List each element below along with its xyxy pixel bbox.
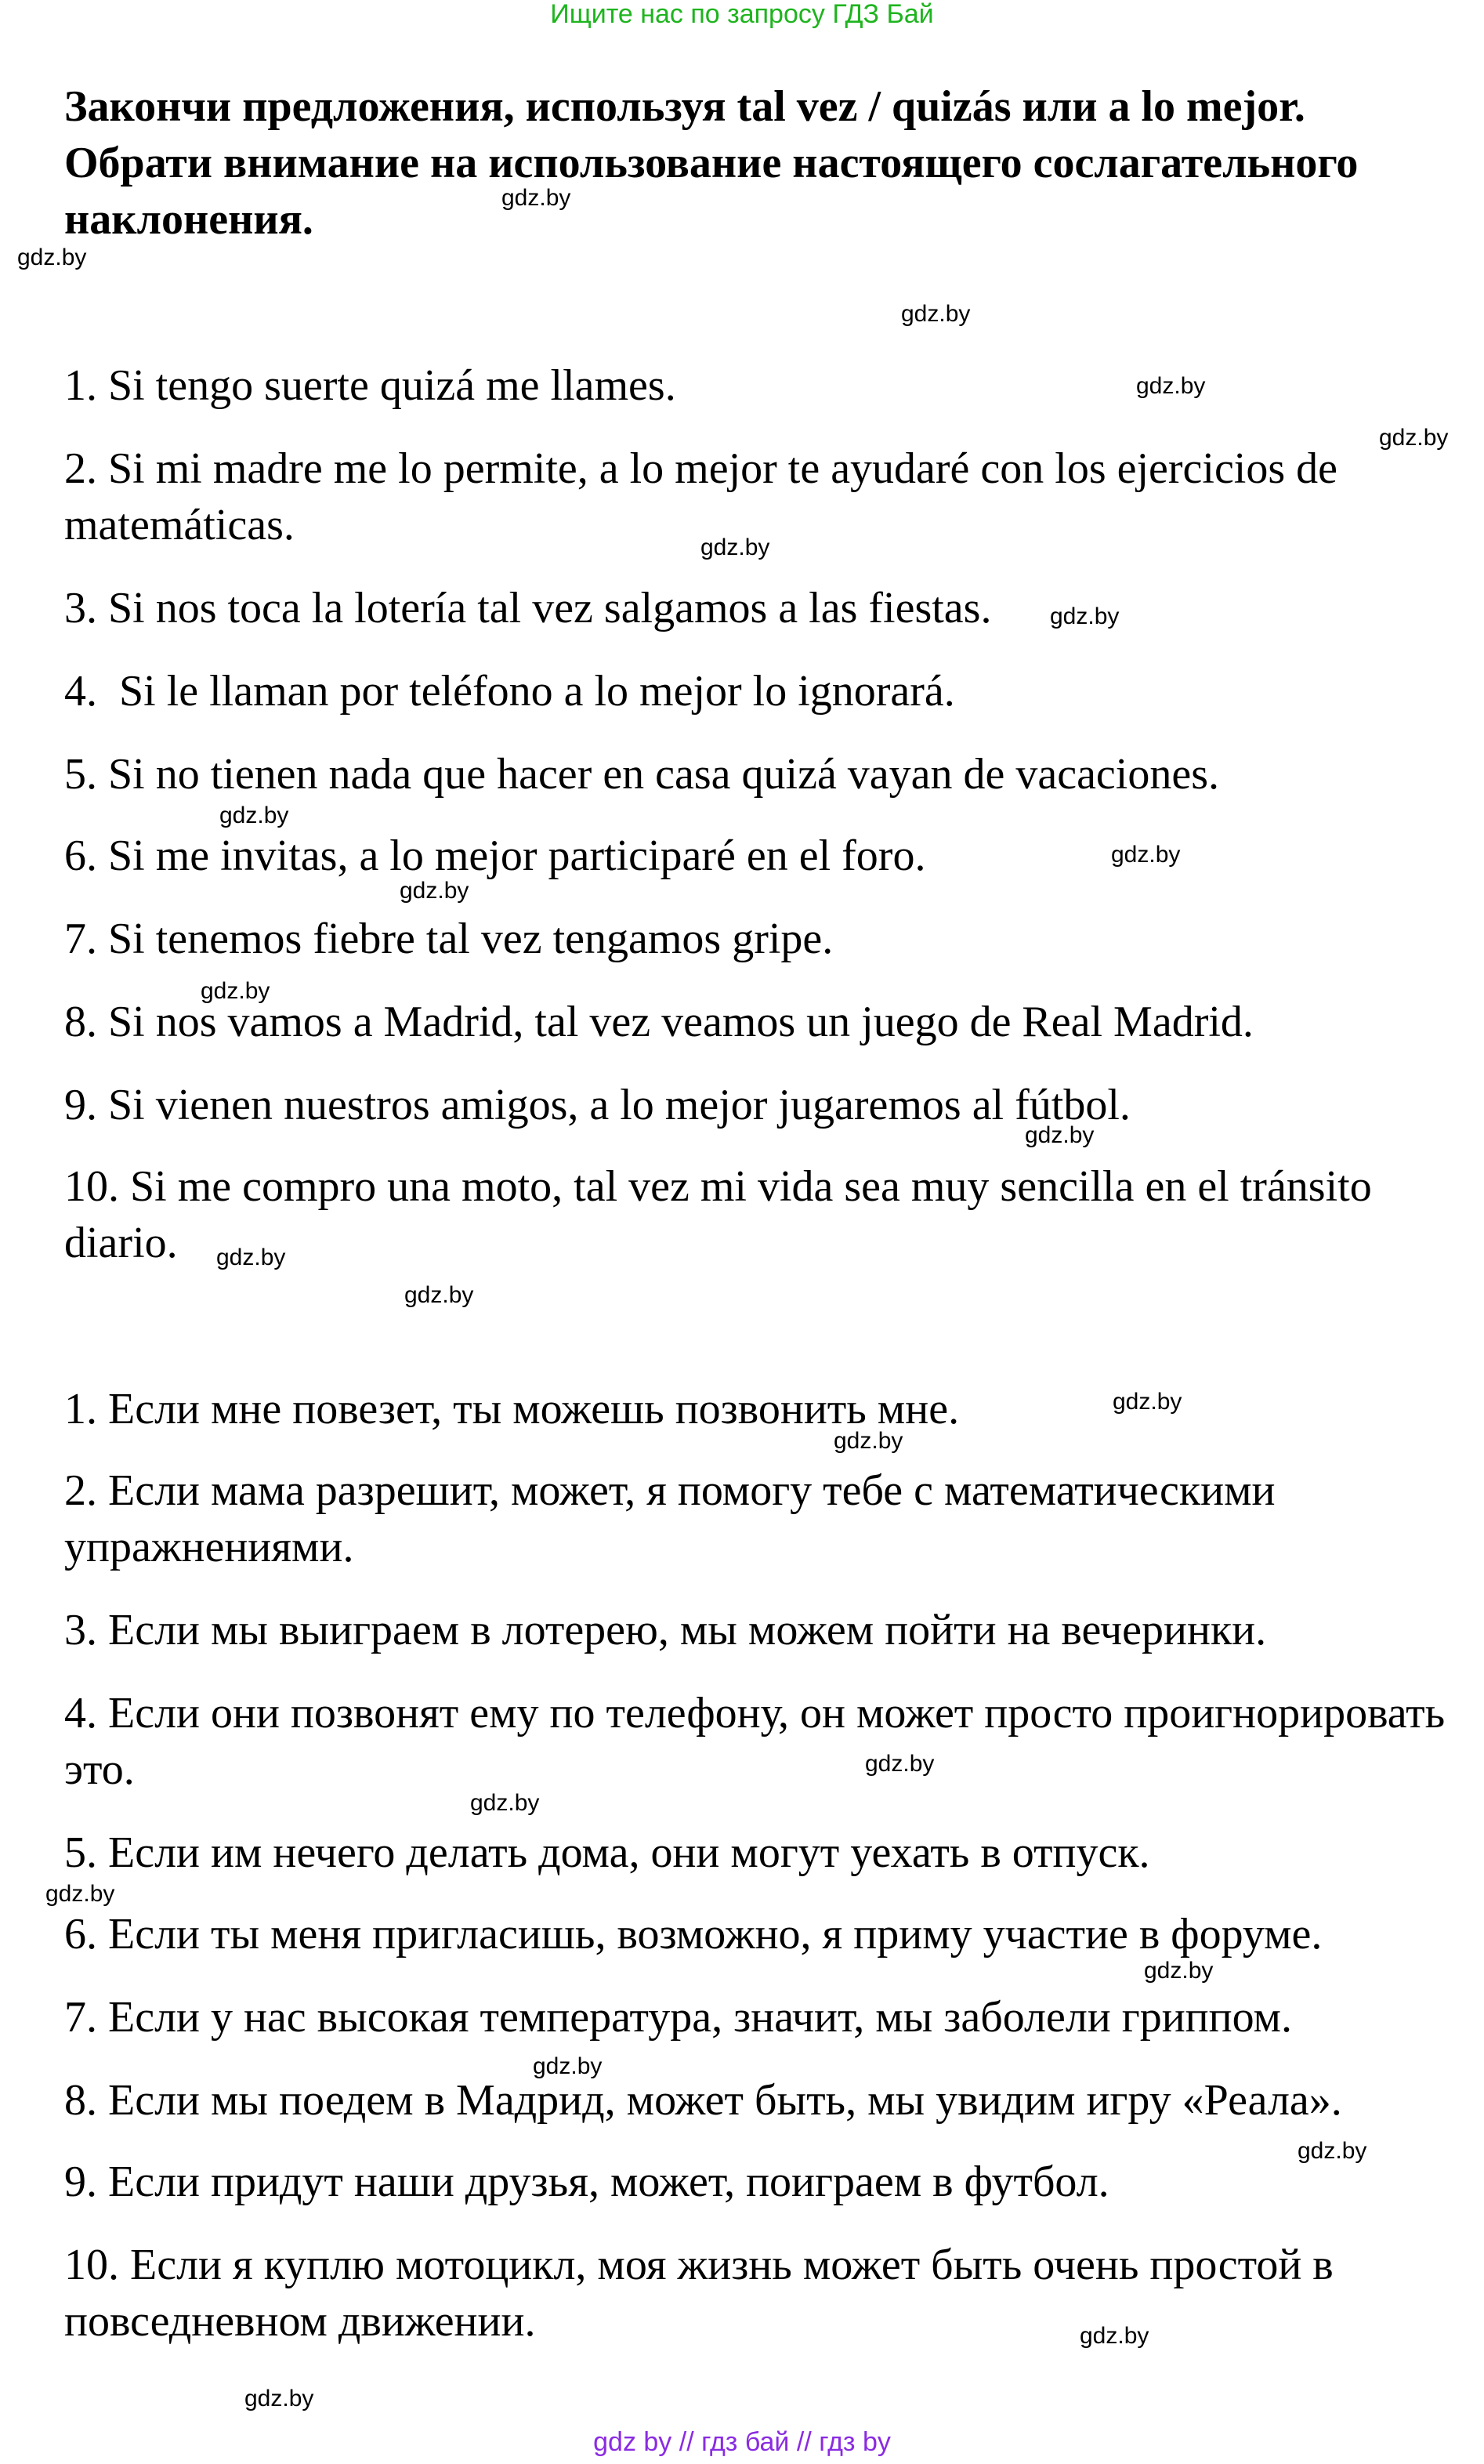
top-search-banner: Ищите нас по запросу ГДЗ Бай bbox=[550, 0, 934, 29]
list-item: 3. Si nos toca la lotería tal vez salgamos a las fiestas. bbox=[64, 584, 992, 632]
watermark: gdz.by bbox=[1144, 1958, 1214, 1984]
watermark: gdz.by bbox=[470, 1790, 540, 1816]
watermark: gdz.by bbox=[45, 1881, 115, 1907]
watermark: gdz.by bbox=[201, 978, 270, 1004]
watermark: gdz.by bbox=[501, 185, 571, 211]
watermark: gdz.by bbox=[404, 1282, 474, 1308]
watermark: gdz.by bbox=[216, 1245, 286, 1270]
watermark: gdz.by bbox=[1025, 1122, 1095, 1148]
watermark: gdz.by bbox=[1050, 603, 1120, 629]
list-item: 8. Если мы поедем в Мадрид, может быть, мы увидим игру «Реала». bbox=[64, 2076, 1342, 2125]
watermark: gdz.by bbox=[400, 878, 469, 904]
list-item: 4. Если они позвонят ему по телефону, он может просто проигнорировать это. bbox=[64, 1689, 1446, 1794]
list-item: 6. Если ты меня пригласишь, возможно, я приму участие в форуме. bbox=[64, 1910, 1323, 1959]
watermark: gdz.by bbox=[1379, 425, 1449, 451]
list-item: 9. Si vienen nuestros amigos, a lo mejor jugaremos al fútbol. bbox=[64, 1081, 1131, 1129]
watermark: gdz.by bbox=[17, 245, 87, 270]
list-item: 3. Если мы выиграем в лотерею, мы можем пойти на вечеринки. bbox=[64, 1606, 1267, 1654]
watermark: gdz.by bbox=[700, 534, 770, 560]
watermark: gdz.by bbox=[1298, 2138, 1367, 2164]
watermark: gdz.by bbox=[244, 2386, 314, 2411]
list-item: 2. Если мама разрешит, может, я помогу тебе с математическими упражнениями. bbox=[64, 1466, 1276, 1571]
list-item: 10. Если я куплю мотоцикл, моя жизнь может быть очень простой в повседневном движении. bbox=[64, 2241, 1334, 2346]
task-title: Закончи предложения, используя tal vez / quizás или a lo mejor. Обрати внимание на использование настоящего сослагательного наклонения. bbox=[64, 82, 1359, 244]
list-item: 5. Si no tienen nada que hacer en casa quizá vayan de vacaciones. bbox=[64, 750, 1219, 799]
list-item: 10. Si me compro una moto, tal vez mi vida sea muy sencilla en el tránsito diario. bbox=[64, 1162, 1372, 1267]
watermark: gdz.by bbox=[1080, 2323, 1149, 2349]
list-item: 1. Si tengo suerte quizá me llames. bbox=[64, 361, 676, 410]
list-item: 8. Si nos vamos a Madrid, tal vez veamos un juego de Real Madrid. bbox=[64, 998, 1254, 1046]
list-item: 6. Si me invitas, a lo mejor participaré en el foro. bbox=[64, 832, 926, 880]
list-item: 4. Si le llaman por teléfono a lo mejor lo ignorará. bbox=[64, 667, 955, 716]
watermark: gdz.by bbox=[865, 1751, 935, 1777]
list-item: 5. Если им нечего делать дома, они могут уехать в отпуск. bbox=[64, 1828, 1150, 1877]
list-item: 7. Si tenemos fiebre tal vez tengamos gripe. bbox=[64, 915, 834, 963]
list-item: 7. Если у нас высокая температура, значит, мы заболели гриппом. bbox=[64, 1993, 1292, 2042]
watermark: gdz.by bbox=[533, 2053, 603, 2079]
list-item: 1. Если мне повезет, ты можешь позвонить мне. bbox=[64, 1385, 960, 1433]
list-item: 2. Si mi madre me lo permite, a lo mejor te ayudaré con los ejercicios de matemáticas. bbox=[64, 444, 1338, 549]
watermark: gdz.by bbox=[834, 1428, 903, 1454]
watermark: gdz.by bbox=[1111, 842, 1181, 868]
bottom-site-banner: gdz by // гдз бай // гдз by bbox=[593, 2427, 891, 2457]
list-item: 9. Если придут наши друзья, может, поиграем в футбол. bbox=[64, 2158, 1109, 2206]
watermark: gdz.by bbox=[219, 803, 289, 828]
watermark: gdz.by bbox=[1113, 1389, 1182, 1415]
watermark: gdz.by bbox=[901, 301, 971, 327]
watermark: gdz.by bbox=[1136, 373, 1206, 399]
